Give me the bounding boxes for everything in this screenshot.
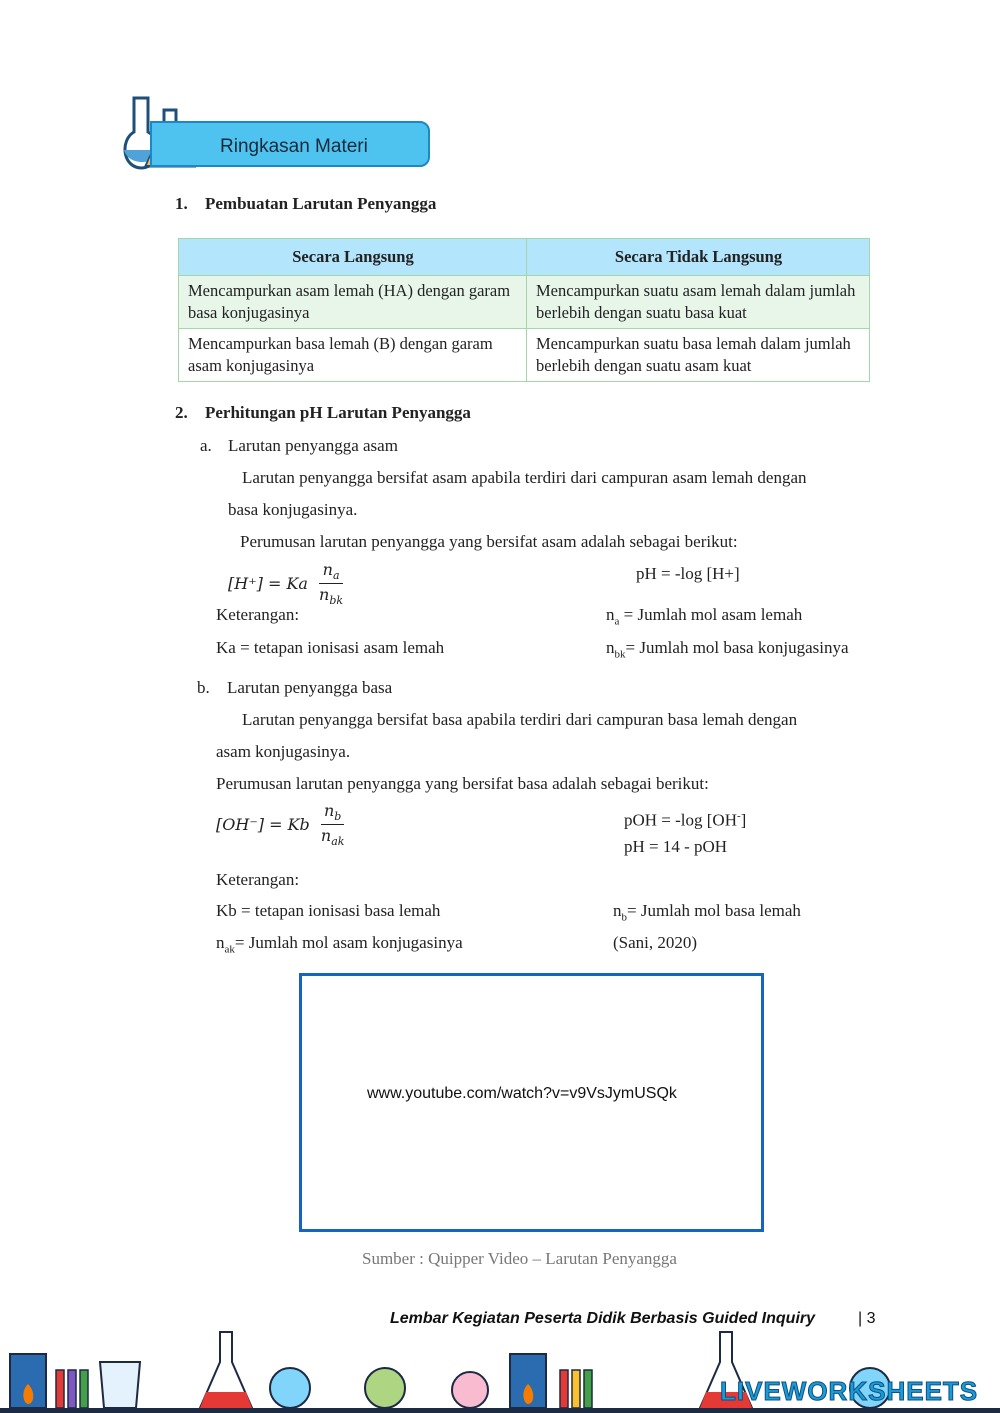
- nb-definition: $n_b=$ Jumlah mol basa lemah: [613, 901, 801, 924]
- page-number: | 3: [858, 1310, 876, 1327]
- na-definition: $n_a$ = Jumlah mol asam lemah: [606, 605, 803, 628]
- fraction-numerator: n: [323, 801, 335, 820]
- nak-definition: $n_{ak}=$ Jumlah mol asam konjugasinya: [216, 933, 463, 956]
- subsection-a-label: a.: [200, 436, 212, 455]
- section-2-number: 2.: [175, 403, 188, 422]
- table-cell: Mencampurkan asam lemah (HA) dengan garam basa konjugasinya: [179, 276, 527, 329]
- base-formula-intro: Perumusan larutan penyangga yang bersifat basa adalah sebagai berikut:: [216, 774, 709, 793]
- acid-keterangan-label: Keterangan:: [216, 605, 300, 624]
- acid-buffer-paragraph-line2: basa konjugasinya.: [228, 500, 358, 519]
- video-url-link[interactable]: www.youtube.com/watch?v=v9VsJymUSQk: [367, 1085, 677, 1102]
- section-1-number: 1.: [175, 194, 188, 213]
- base-buffer-paragraph-line1: Larutan penyangga bersifat basa apabila terdiri dari campuran basa lemah dengan: [242, 710, 798, 729]
- acid-formula-fraction: [319, 560, 343, 607]
- section-1-title: Pembuatan Larutan Penyangga: [205, 194, 437, 213]
- fraction-denominator: n: [320, 826, 332, 846]
- footer-title: Lembar Kegiatan Peserta Didik Berbasis Guided Inquiry: [390, 1310, 816, 1327]
- base-keterangan-label: Keterangan:: [216, 870, 300, 889]
- fraction-numerator: n: [322, 560, 333, 579]
- subsection-b-title: Larutan penyangga basa: [227, 678, 393, 697]
- acid-buffer-formula: [228, 560, 343, 607]
- table-cell: Mencampurkan basa lemah (B) dengan garam asam konjugasinya: [179, 329, 527, 382]
- fraction-denominator-sub: ak: [331, 835, 345, 849]
- fraction-numerator-sub: a: [332, 569, 340, 583]
- base-buffer-formula: [216, 801, 344, 848]
- fraction-denominator: n: [319, 585, 330, 605]
- kb-definition: Kb = tetapan ionisasi basa lemah: [216, 901, 441, 920]
- base-formula-lhs: [OH⁻] = Kb: [216, 815, 310, 835]
- table-header-direct: Secara Langsung: [179, 239, 527, 276]
- subsection-a-title: Larutan penyangga asam: [228, 436, 398, 455]
- table-row: [179, 329, 870, 382]
- base-formula-fraction: [321, 801, 345, 848]
- section-2-title: Perhitungan pH Larutan Penyangga: [205, 403, 471, 422]
- fraction-denominator-sub: bk: [329, 594, 344, 608]
- ph-formula-acid: pH = -log [H+]: [636, 564, 740, 583]
- table-row: [179, 276, 870, 329]
- buffer-preparation-table: [178, 238, 870, 382]
- ka-definition: Ka = tetapan ionisasi asam lemah: [216, 638, 445, 657]
- table-cell: Mencampurkan suatu asam lemah dalam jumlah berlebih dengan suatu basa kuat: [527, 276, 870, 329]
- acid-buffer-paragraph-line1: Larutan penyangga bersifat asam apabila terdiri dari campuran asam lemah dengan: [242, 468, 807, 487]
- ph-formula-base: pH = 14 - pOH: [624, 837, 728, 856]
- acid-formula-lhs: [H⁺] = Ka: [228, 574, 308, 594]
- banner-title: Ringkasan Materi: [220, 136, 368, 157]
- video-caption: Sumber : Quipper Video – Larutan Penyangga: [362, 1249, 677, 1268]
- citation: (Sani, 2020): [613, 933, 698, 952]
- poh-formula: pOH = -log [OH-]: [624, 810, 747, 830]
- nbk-definition: $n_{bk}=$ Jumlah mol basa konjugasinya: [606, 638, 849, 661]
- acid-formula-intro: Perumusan larutan penyangga yang bersifat asam adalah sebagai berikut:: [240, 532, 738, 551]
- table-cell: Mencampurkan suatu basa lemah dalam jumlah berlebih dengan suatu asam kuat: [527, 329, 870, 382]
- table-header-indirect: Secara Tidak Langsung: [527, 239, 870, 276]
- fraction-numerator-sub: b: [334, 810, 342, 824]
- base-buffer-paragraph-line2: asam konjugasinya.: [216, 742, 351, 761]
- liveworksheets-logo: LIVEWORKSHEETS: [720, 1376, 979, 1406]
- subsection-b-label: b.: [197, 678, 210, 697]
